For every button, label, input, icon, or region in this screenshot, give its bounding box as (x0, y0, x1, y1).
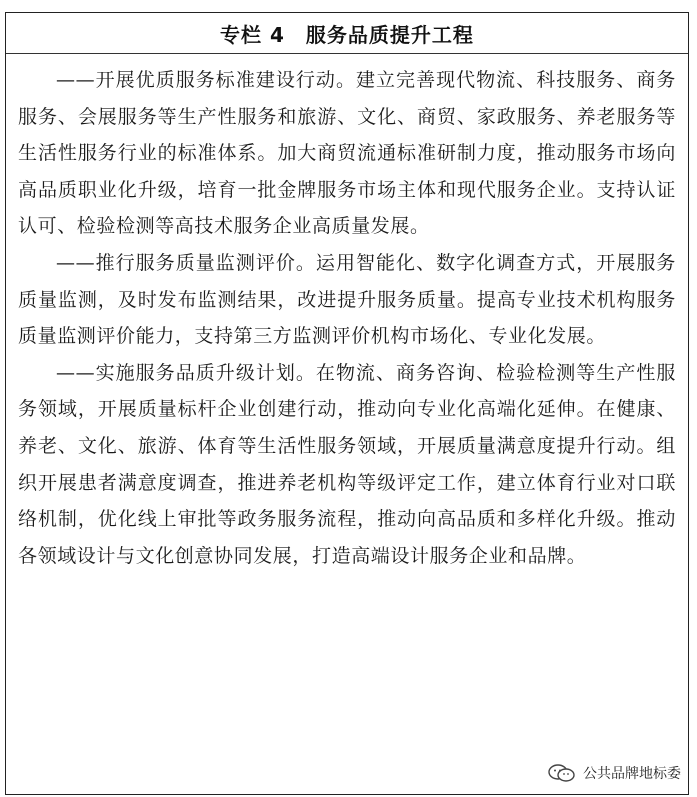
panel-body (6, 54, 688, 574)
panel-title: 专栏 4 服务品质提升工程 (6, 13, 688, 54)
wechat-icon (547, 763, 577, 783)
watermark-text: 公共品牌地标委 (583, 766, 681, 782)
wechat-watermark (547, 763, 681, 783)
paragraph-upgrade: ——实施服务品质升级计划。在物流、商务咨询、检验检测等生产性服务领域，开展质量标杆企业创建行动，推动向专业化高端化延伸。在健康、养老、文化、旅游、体育等生活性服务领域，开展质量满意度提升行动。组织开展患者满意度调查，推进养老机构等级评定工作，建立体育行业对口联络机制，优化线上审批等政务服务流程，推动向高品质和多样化升级。推动各领域设计与文化创意协同发展，打造高端设计服务企业和品牌。 (18, 361, 676, 567)
special-column-panel (5, 12, 689, 795)
paragraph-standards: ——开展优质服务标准建设行动。建立完善现代物流、科技服务、商务服务、会展服务等生产性服务和旅游、文化、商贸、家政服务、养老服务等生活性服务行业的标准体系。加大商贸流通标准研制力度，推动服务市场向高品质职业化升级，培育一批金牌服务市场主体和现代服务企业。支持认证认可、检验检测等高技术服务企业高质量发展。 (18, 69, 676, 238)
paragraph-monitoring: ——推行服务质量监测评价。运用智能化、数字化调查方式，开展服务质量监测，及时发布监测结果，改进提升服务质量。提高专业技术机构服务质量监测评价能力，支持第三方监测评价机构市场化、专业化发展。 (18, 251, 676, 348)
